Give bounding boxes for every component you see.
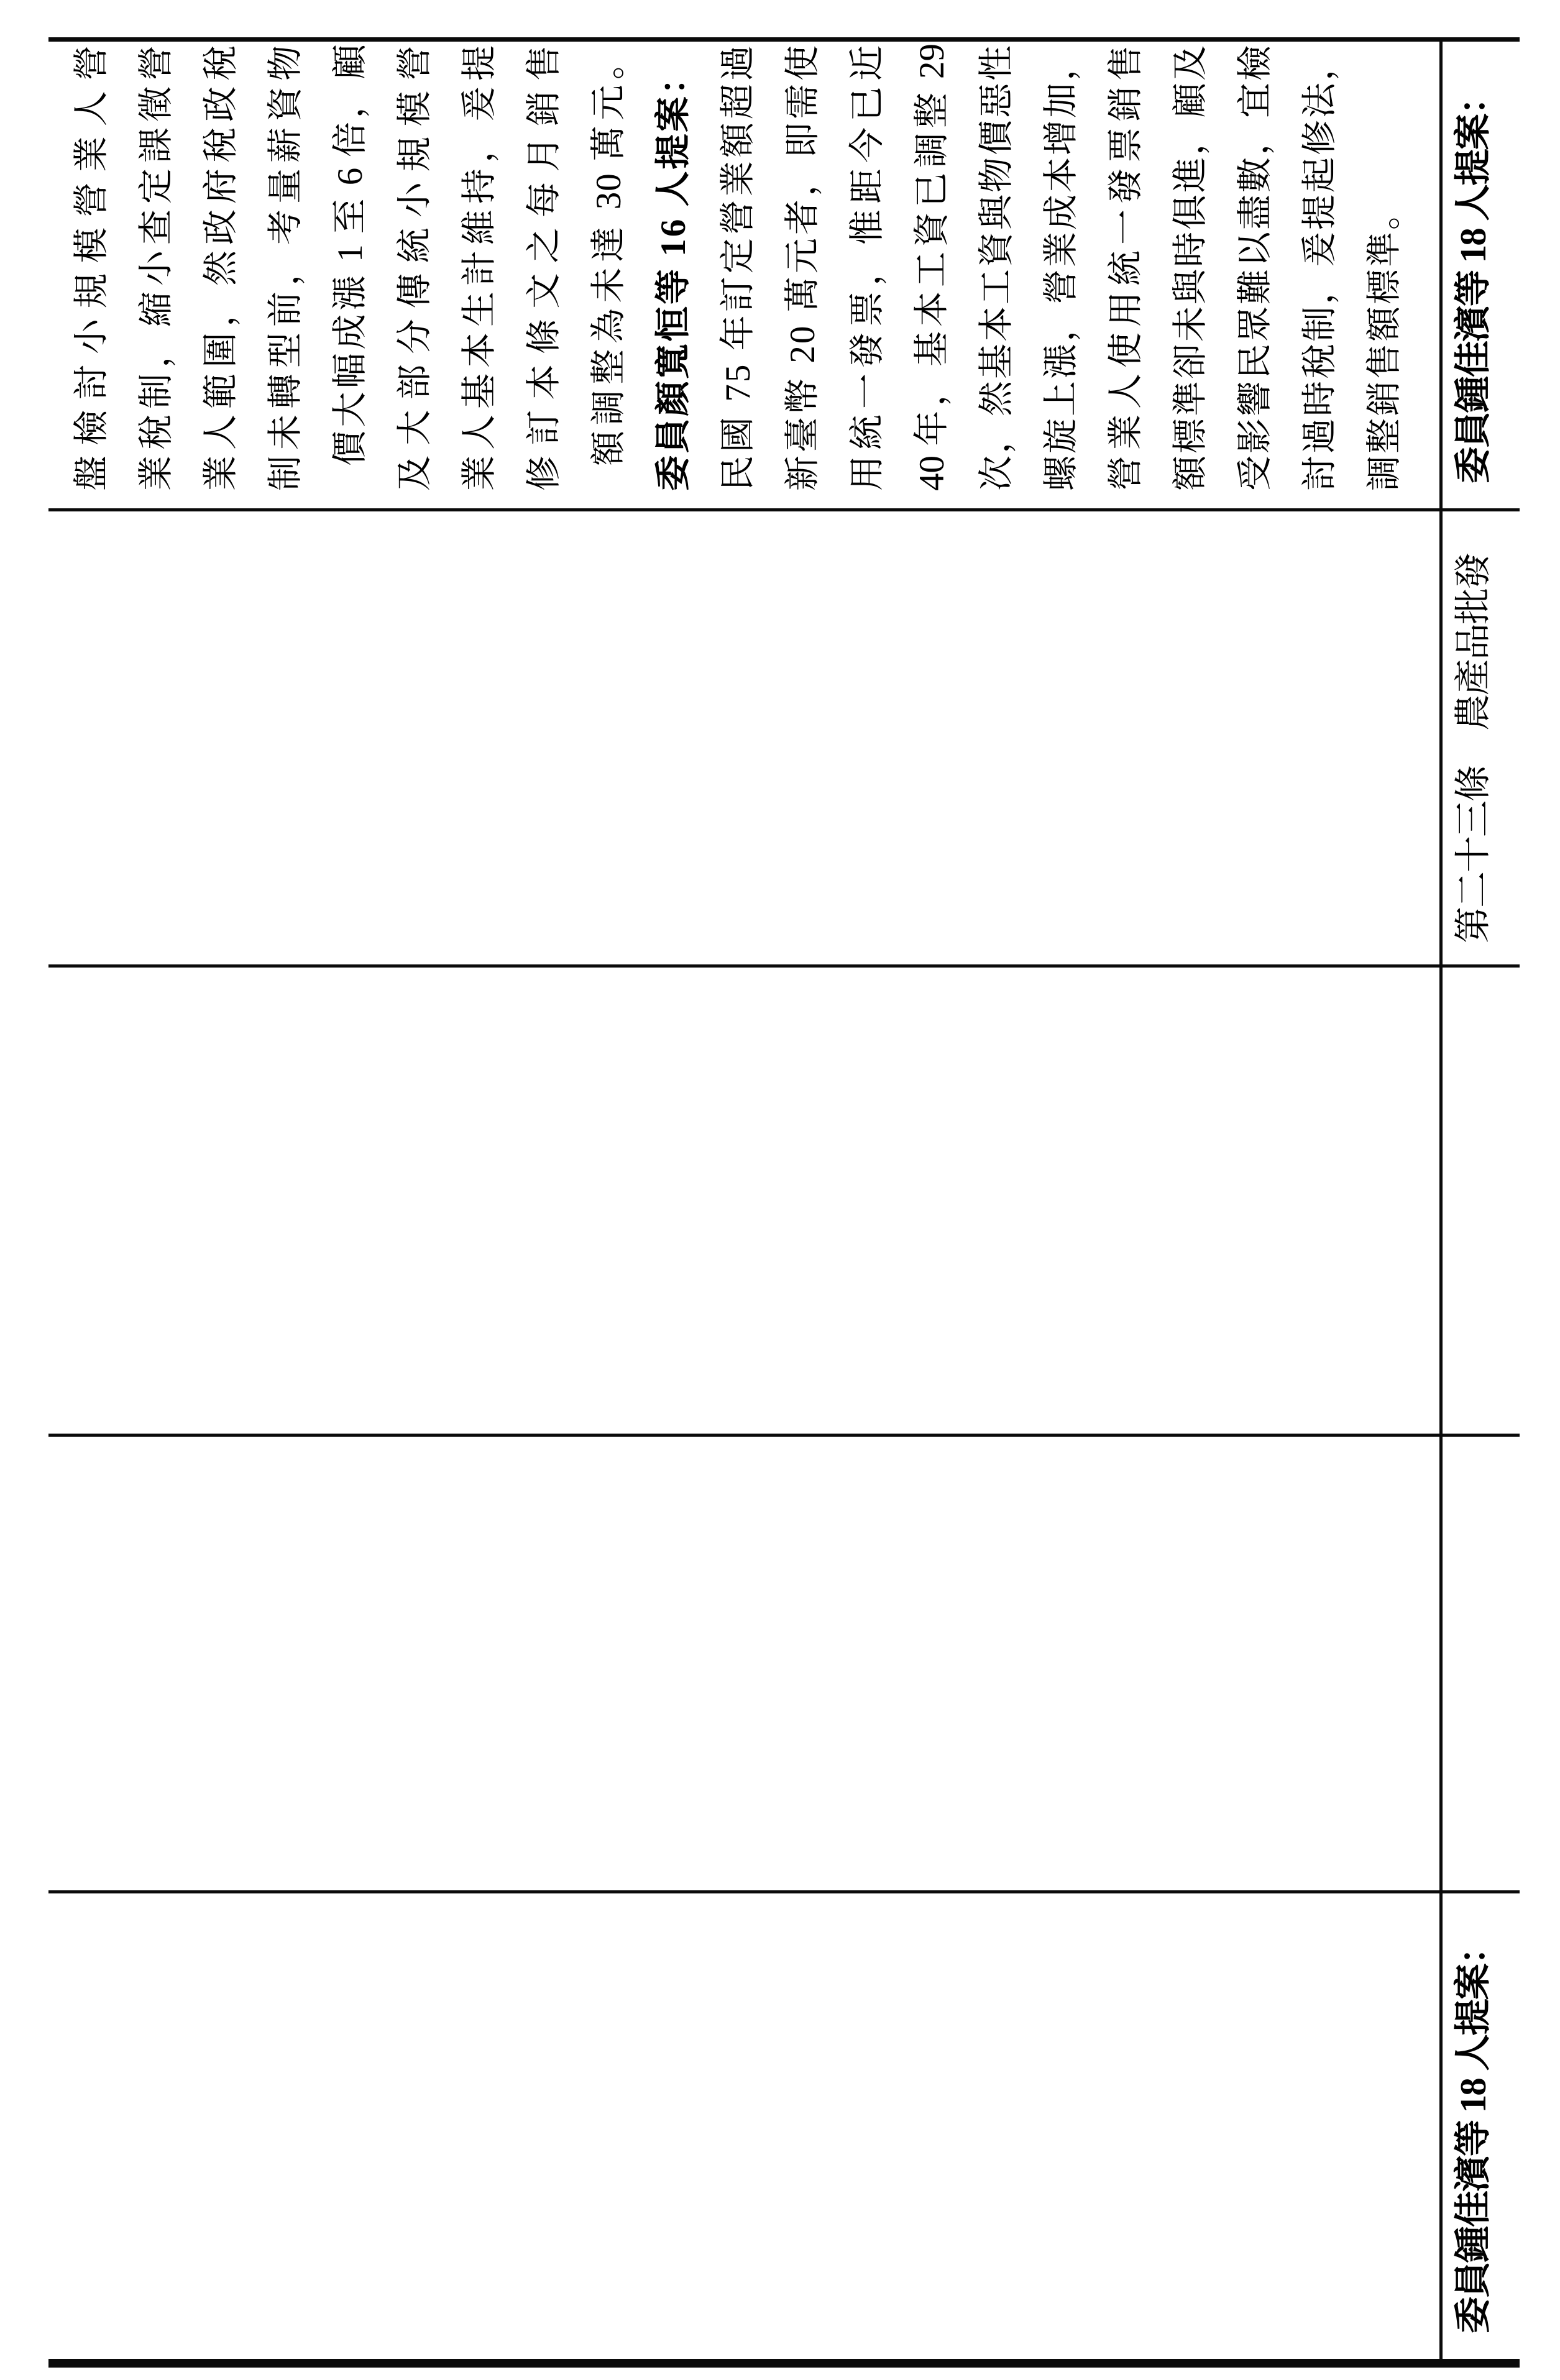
explanation-line: 修訂本條文之每月銷售 (525, 43, 564, 491)
explanation-line: 受影響民眾難以盡數，宜檢 (1236, 43, 1275, 491)
explanation-line: 額標準卻未與時俱進，顧及 (1171, 43, 1210, 491)
proposal-header-line: 委員顏寬恒等 16 人提案： (654, 57, 693, 491)
explanation-line: 業人基本生計維持，爰提 (460, 43, 499, 491)
explanation-line: 盤檢討小規模營業人營 (72, 43, 111, 491)
explanation-line: 價大幅成漲 1 至 6 倍，顧 (331, 43, 370, 466)
explanation-line: 40 年，基本工資已調整 29 (912, 43, 952, 491)
explanation-line: 營業人使用統一發票銷售 (1106, 43, 1145, 491)
explanation-line: 民國 75 年訂定營業額超過 (718, 43, 758, 491)
explanation-cell (60, 43, 1417, 491)
explanation-line: 制未轉型前，考量薪資物 (266, 43, 305, 491)
explanation-line: 調整銷售額標準。 (1365, 193, 1404, 491)
explanation-line: 業稅制，縮小查定課徵營 (137, 43, 176, 491)
table-rule-col-divider-1 (48, 1890, 1520, 1893)
explanation-line: 額調整為未達 30 萬元。 (589, 43, 628, 466)
table-rule-title-row (1439, 37, 1443, 2366)
table-rule-col-divider-4 (48, 508, 1520, 511)
title-proposal-chung-explanation: 委員鍾佳濱等 18 人提案： (1452, 79, 1493, 483)
title-current-law-article-23: 第二十三條 農產品批發 (1452, 553, 1493, 943)
table-rule-col-divider-2 (48, 1434, 1520, 1437)
explanation-line: 討過時稅制，爰提起修法， (1300, 43, 1339, 491)
explanation-line: 次，然基本工資與物價惡性 (977, 43, 1016, 491)
explanation-line: 用統一發票，惟距今已近 (848, 43, 887, 491)
title-proposal-chung-amendment: 委員鍾佳濱等 18 人提案： (1452, 1929, 1493, 2333)
explanation-line: 新臺幣 20 萬元者，即需使 (783, 43, 822, 491)
explanation-line: 螺旋上漲，營業成本增加， (1042, 43, 1081, 491)
table-rule-left-border (48, 2359, 1520, 2368)
explanation-line: 業人範圍，然政府稅政稅 (201, 43, 241, 491)
table-rule-right-border (48, 37, 1520, 42)
explanation-line: 及大部分傳統小規模營 (395, 43, 434, 491)
table-rule-col-divider-3 (48, 964, 1520, 968)
